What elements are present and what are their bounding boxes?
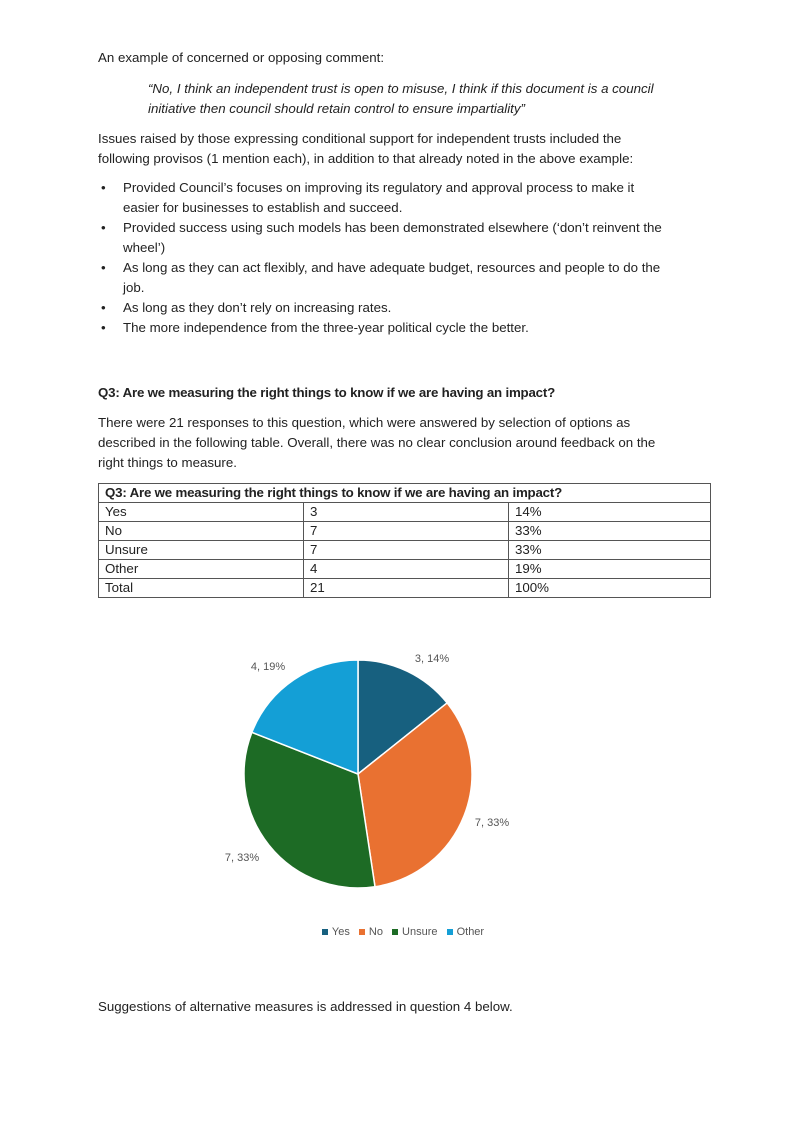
list-item: • The more independence from the three-year political cycle the better. <box>98 318 718 338</box>
pie-data-label: 7, 33% <box>474 817 510 829</box>
bullet-icon: • <box>101 300 106 315</box>
legend-swatch <box>322 929 328 935</box>
table-cell-count: 7 <box>304 522 509 541</box>
table-cell-percent: 14% <box>509 503 711 522</box>
table-cell-label: No <box>99 522 304 541</box>
quote-line-1: “No, I think an independent trust is open to misuse, I think if this document is a council <box>148 81 654 96</box>
table-row <box>99 541 711 560</box>
provisos-list <box>98 178 718 338</box>
table-cell-label: Unsure <box>99 541 304 560</box>
table-cell-percent: 100% <box>509 579 711 598</box>
list-item: • Provided Council’s focuses on improving its regulatory and approval process to make it easier for businesses to establish and succeed. <box>101 180 635 215</box>
pie-data-label: 4, 19% <box>250 661 286 673</box>
table-cell-label: Other <box>99 560 304 579</box>
table-cell-label: Total <box>99 579 304 598</box>
bullet-icon: • <box>101 180 106 195</box>
issues-para-line-2: following provisos (1 mention each), in addition to that already noted in the above example: <box>98 151 634 166</box>
table-row <box>99 560 711 579</box>
bullet-icon: • <box>101 260 106 275</box>
pie-chart <box>200 640 600 910</box>
quote-line-2: initiative then council should retain control to ensure impartiality” <box>148 101 525 116</box>
q3-para-line-3: right things to measure. <box>98 455 237 470</box>
legend-item: Other <box>447 926 485 938</box>
q3-para-line-2: described in the following table. Overall, there was no clear conclusion around feedback on the <box>98 435 656 450</box>
table-row <box>99 522 711 541</box>
table-cell-count: 3 <box>304 503 509 522</box>
bullet-icon: • <box>101 220 106 235</box>
closing-line: Suggestions of alternative measures is addressed in question 4 below. <box>98 999 513 1014</box>
legend-item: No <box>359 926 383 938</box>
legend-swatch <box>447 929 453 935</box>
table-cell-count: 21 <box>304 579 509 598</box>
legend-item: Unsure <box>392 926 437 938</box>
list-item: • As long as they don’t rely on increasing rates. <box>98 298 718 318</box>
table-cell-percent: 33% <box>509 541 711 560</box>
table-row <box>99 579 711 598</box>
pie-data-label: 7, 33% <box>224 852 260 864</box>
pie-data-label: 3, 14% <box>414 653 450 665</box>
list-item: • As long as they can act flexibly, and have adequate budget, resources and people to do the job. <box>101 260 661 295</box>
table-cell-count: 7 <box>304 541 509 560</box>
q3-heading: Q3: Are we measuring the right things to know if we are having an impact? <box>98 385 556 400</box>
legend-swatch <box>359 929 365 935</box>
chart-legend <box>0 926 806 938</box>
table-row <box>99 503 711 522</box>
bullet-icon: • <box>101 320 106 335</box>
table-cell-percent: 33% <box>509 522 711 541</box>
q3-results-table <box>98 483 711 598</box>
intro-line: An example of concerned or opposing comment: <box>98 50 385 65</box>
q3-para-line-1: There were 21 responses to this question, which were answered by selection of options as <box>98 415 631 430</box>
table-header: Q3: Are we measuring the right things to know if we are having an impact? <box>99 484 711 503</box>
table-cell-label: Yes <box>99 503 304 522</box>
table-cell-percent: 19% <box>509 560 711 579</box>
legend-swatch <box>392 929 398 935</box>
list-item: • Provided success using such models has been demonstrated elsewhere (‘don’t reinvent the wheel’) <box>101 220 662 255</box>
table-header-row <box>99 484 711 503</box>
legend-item: Yes <box>322 926 350 938</box>
table-cell-count: 4 <box>304 560 509 579</box>
issues-para-line-1: Issues raised by those expressing conditional support for independent trusts included the <box>98 131 622 146</box>
